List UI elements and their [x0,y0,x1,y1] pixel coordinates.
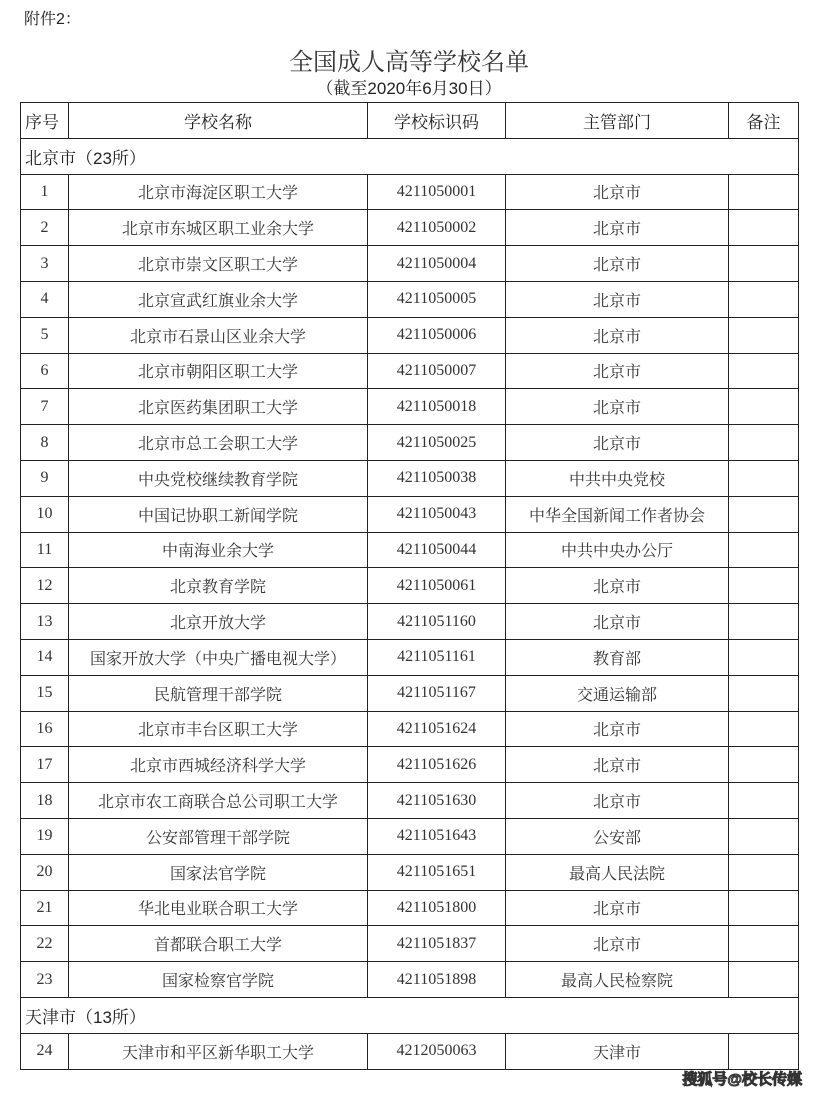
cell-index: 1 [21,174,69,210]
cell-school-code: 4211050007 [368,353,506,389]
table-row [21,568,799,604]
cell-department: 北京市 [506,568,729,604]
cell-department: 北京市 [506,210,729,246]
cell-index: 23 [21,962,69,998]
cell-department: 北京市 [506,281,729,317]
cell-notes [729,532,799,568]
section-label: 北京市（23所） [21,138,799,174]
cell-department: 北京市 [506,711,729,747]
cell-department: 教育部 [506,639,729,675]
cell-school-code: 4211050038 [368,460,506,496]
header-school-code: 学校标识码 [368,103,506,139]
cell-index: 4 [21,281,69,317]
cell-index: 9 [21,460,69,496]
cell-notes [729,926,799,962]
cell-school-code: 4211051630 [368,783,506,819]
cell-department: 北京市 [506,174,729,210]
cell-notes [729,711,799,747]
cell-department: 北京市 [506,604,729,640]
cell-school-name: 中南海业余大学 [69,532,368,568]
cell-school-code: 4211051800 [368,890,506,926]
table-row [21,783,799,819]
cell-index: 5 [21,317,69,353]
cell-school-name: 北京教育学院 [69,568,368,604]
table-row [21,675,799,711]
header-index: 序号 [21,103,69,139]
table-row [21,496,799,532]
watermark: 搜狐号@校长传媒 [682,1071,802,1088]
table-row [21,389,799,425]
cell-notes [729,246,799,282]
cell-department: 北京市 [506,890,729,926]
attachment-label: 附件2： [24,11,81,28]
cell-school-code: 4211051837 [368,926,506,962]
cell-notes [729,604,799,640]
cell-school-name: 中央党校继续教育学院 [69,460,368,496]
cell-index: 14 [21,639,69,675]
cell-index: 11 [21,532,69,568]
cell-school-code: 4211050044 [368,532,506,568]
cell-school-name: 国家检察官学院 [69,962,368,998]
cell-department: 最高人民法院 [506,854,729,890]
cell-school-name: 北京开放大学 [69,604,368,640]
table-row [21,818,799,854]
cell-school-code: 4211051898 [368,962,506,998]
cell-notes [729,353,799,389]
header-school-name: 学校名称 [69,103,368,139]
cell-school-name: 国家法官学院 [69,854,368,890]
cell-school-name: 民航管理干部学院 [69,675,368,711]
cell-notes [729,210,799,246]
cell-index: 3 [21,246,69,282]
cell-department: 北京市 [506,246,729,282]
cell-school-code: 4211051161 [368,639,506,675]
cell-school-code: 4211051651 [368,854,506,890]
cell-school-name: 北京市总工会职工大学 [69,425,368,461]
cell-index: 16 [21,711,69,747]
cell-school-name: 国家开放大学（中央广播电视大学） [69,639,368,675]
cell-department: 北京市 [506,389,729,425]
cell-school-code: 4211051167 [368,675,506,711]
cell-index: 20 [21,854,69,890]
cell-notes [729,281,799,317]
cell-school-code: 4211050005 [368,281,506,317]
cell-index: 8 [21,425,69,461]
cell-notes [729,425,799,461]
table-row [21,532,799,568]
cell-school-code: 4211051626 [368,747,506,783]
cell-school-code: 4211051624 [368,711,506,747]
table-row [21,747,799,783]
cell-school-name: 北京市农工商联合总公司职工大学 [69,783,368,819]
table-row [21,174,799,210]
section-label: 天津市（13所） [21,997,799,1033]
table-row [21,246,799,282]
cell-index: 18 [21,783,69,819]
cell-department: 最高人民检察院 [506,962,729,998]
cell-school-name: 北京市崇文区职工大学 [69,246,368,282]
table-row [21,604,799,640]
cell-notes [729,1033,799,1069]
table-header-row [21,103,799,139]
cell-department: 中共中央党校 [506,460,729,496]
section-row [21,138,799,174]
cell-department: 中华全国新闻工作者协会 [506,496,729,532]
cell-school-name: 天津市和平区新华职工大学 [69,1033,368,1069]
cell-index: 7 [21,389,69,425]
cell-department: 北京市 [506,926,729,962]
cell-notes [729,783,799,819]
cell-department: 北京市 [506,317,729,353]
cell-notes [729,389,799,425]
cell-school-name: 首都联合职工大学 [69,926,368,962]
cell-notes [729,568,799,604]
cell-school-code: 4211050025 [368,425,506,461]
header-notes: 备注 [729,103,799,139]
cell-department: 北京市 [506,747,729,783]
table-row [21,210,799,246]
cell-school-code: 4211050004 [368,246,506,282]
table-row [21,281,799,317]
cell-notes [729,890,799,926]
cell-school-name: 中国记协职工新闻学院 [69,496,368,532]
cell-school-code: 4211050061 [368,568,506,604]
table-row [21,926,799,962]
cell-notes [729,675,799,711]
table-row [21,962,799,998]
header-department: 主管部门 [506,103,729,139]
school-table [20,102,799,1070]
section-row [21,997,799,1033]
cell-notes [729,460,799,496]
cell-notes [729,496,799,532]
cell-index: 13 [21,604,69,640]
cell-school-code: 4211051160 [368,604,506,640]
cell-notes [729,854,799,890]
table-row [21,317,799,353]
table-row [21,1033,799,1069]
cell-index: 19 [21,818,69,854]
cell-index: 6 [21,353,69,389]
cell-school-code: 4211050043 [368,496,506,532]
cell-school-name: 北京市石景山区业余大学 [69,317,368,353]
cell-index: 22 [21,926,69,962]
cell-notes [729,639,799,675]
table-row [21,460,799,496]
cell-school-name: 公安部管理干部学院 [69,818,368,854]
cell-index: 12 [21,568,69,604]
cell-department: 北京市 [506,353,729,389]
cell-school-name: 北京市丰台区职工大学 [69,711,368,747]
cell-school-name: 华北电业联合职工大学 [69,890,368,926]
cell-notes [729,174,799,210]
cell-department: 交通运输部 [506,675,729,711]
table-row [21,854,799,890]
table-row [21,353,799,389]
cell-department: 北京市 [506,783,729,819]
cell-school-code: 4211050018 [368,389,506,425]
cell-school-code: 4211050006 [368,317,506,353]
table-row [21,711,799,747]
cell-school-name: 北京市海淀区职工大学 [69,174,368,210]
cell-index: 17 [21,747,69,783]
cell-school-name: 北京宣武红旗业余大学 [69,281,368,317]
cell-school-name: 北京市东城区职工业余大学 [69,210,368,246]
table-row [21,639,799,675]
cell-index: 15 [21,675,69,711]
cell-school-name: 北京医药集团职工大学 [69,389,368,425]
cell-index: 2 [21,210,69,246]
cell-department: 天津市 [506,1033,729,1069]
table-row [21,890,799,926]
cell-school-code: 4211050002 [368,210,506,246]
cell-department: 公安部 [506,818,729,854]
cell-index: 24 [21,1033,69,1069]
cell-school-code: 4211050001 [368,174,506,210]
cell-index: 10 [21,496,69,532]
cell-notes [729,747,799,783]
cell-school-name: 北京市西城经济科学大学 [69,747,368,783]
document-title: 全国成人高等学校名单 [289,50,529,76]
cell-notes [729,818,799,854]
cell-school-name: 北京市朝阳区职工大学 [69,353,368,389]
cell-notes [729,317,799,353]
table-row [21,425,799,461]
document-subtitle: （截至2020年6月30日） [316,79,502,98]
cell-school-code: 4212050063 [368,1033,506,1069]
cell-notes [729,962,799,998]
cell-department: 北京市 [506,425,729,461]
cell-index: 21 [21,890,69,926]
cell-school-code: 4211051643 [368,818,506,854]
cell-department: 中共中央办公厅 [506,532,729,568]
